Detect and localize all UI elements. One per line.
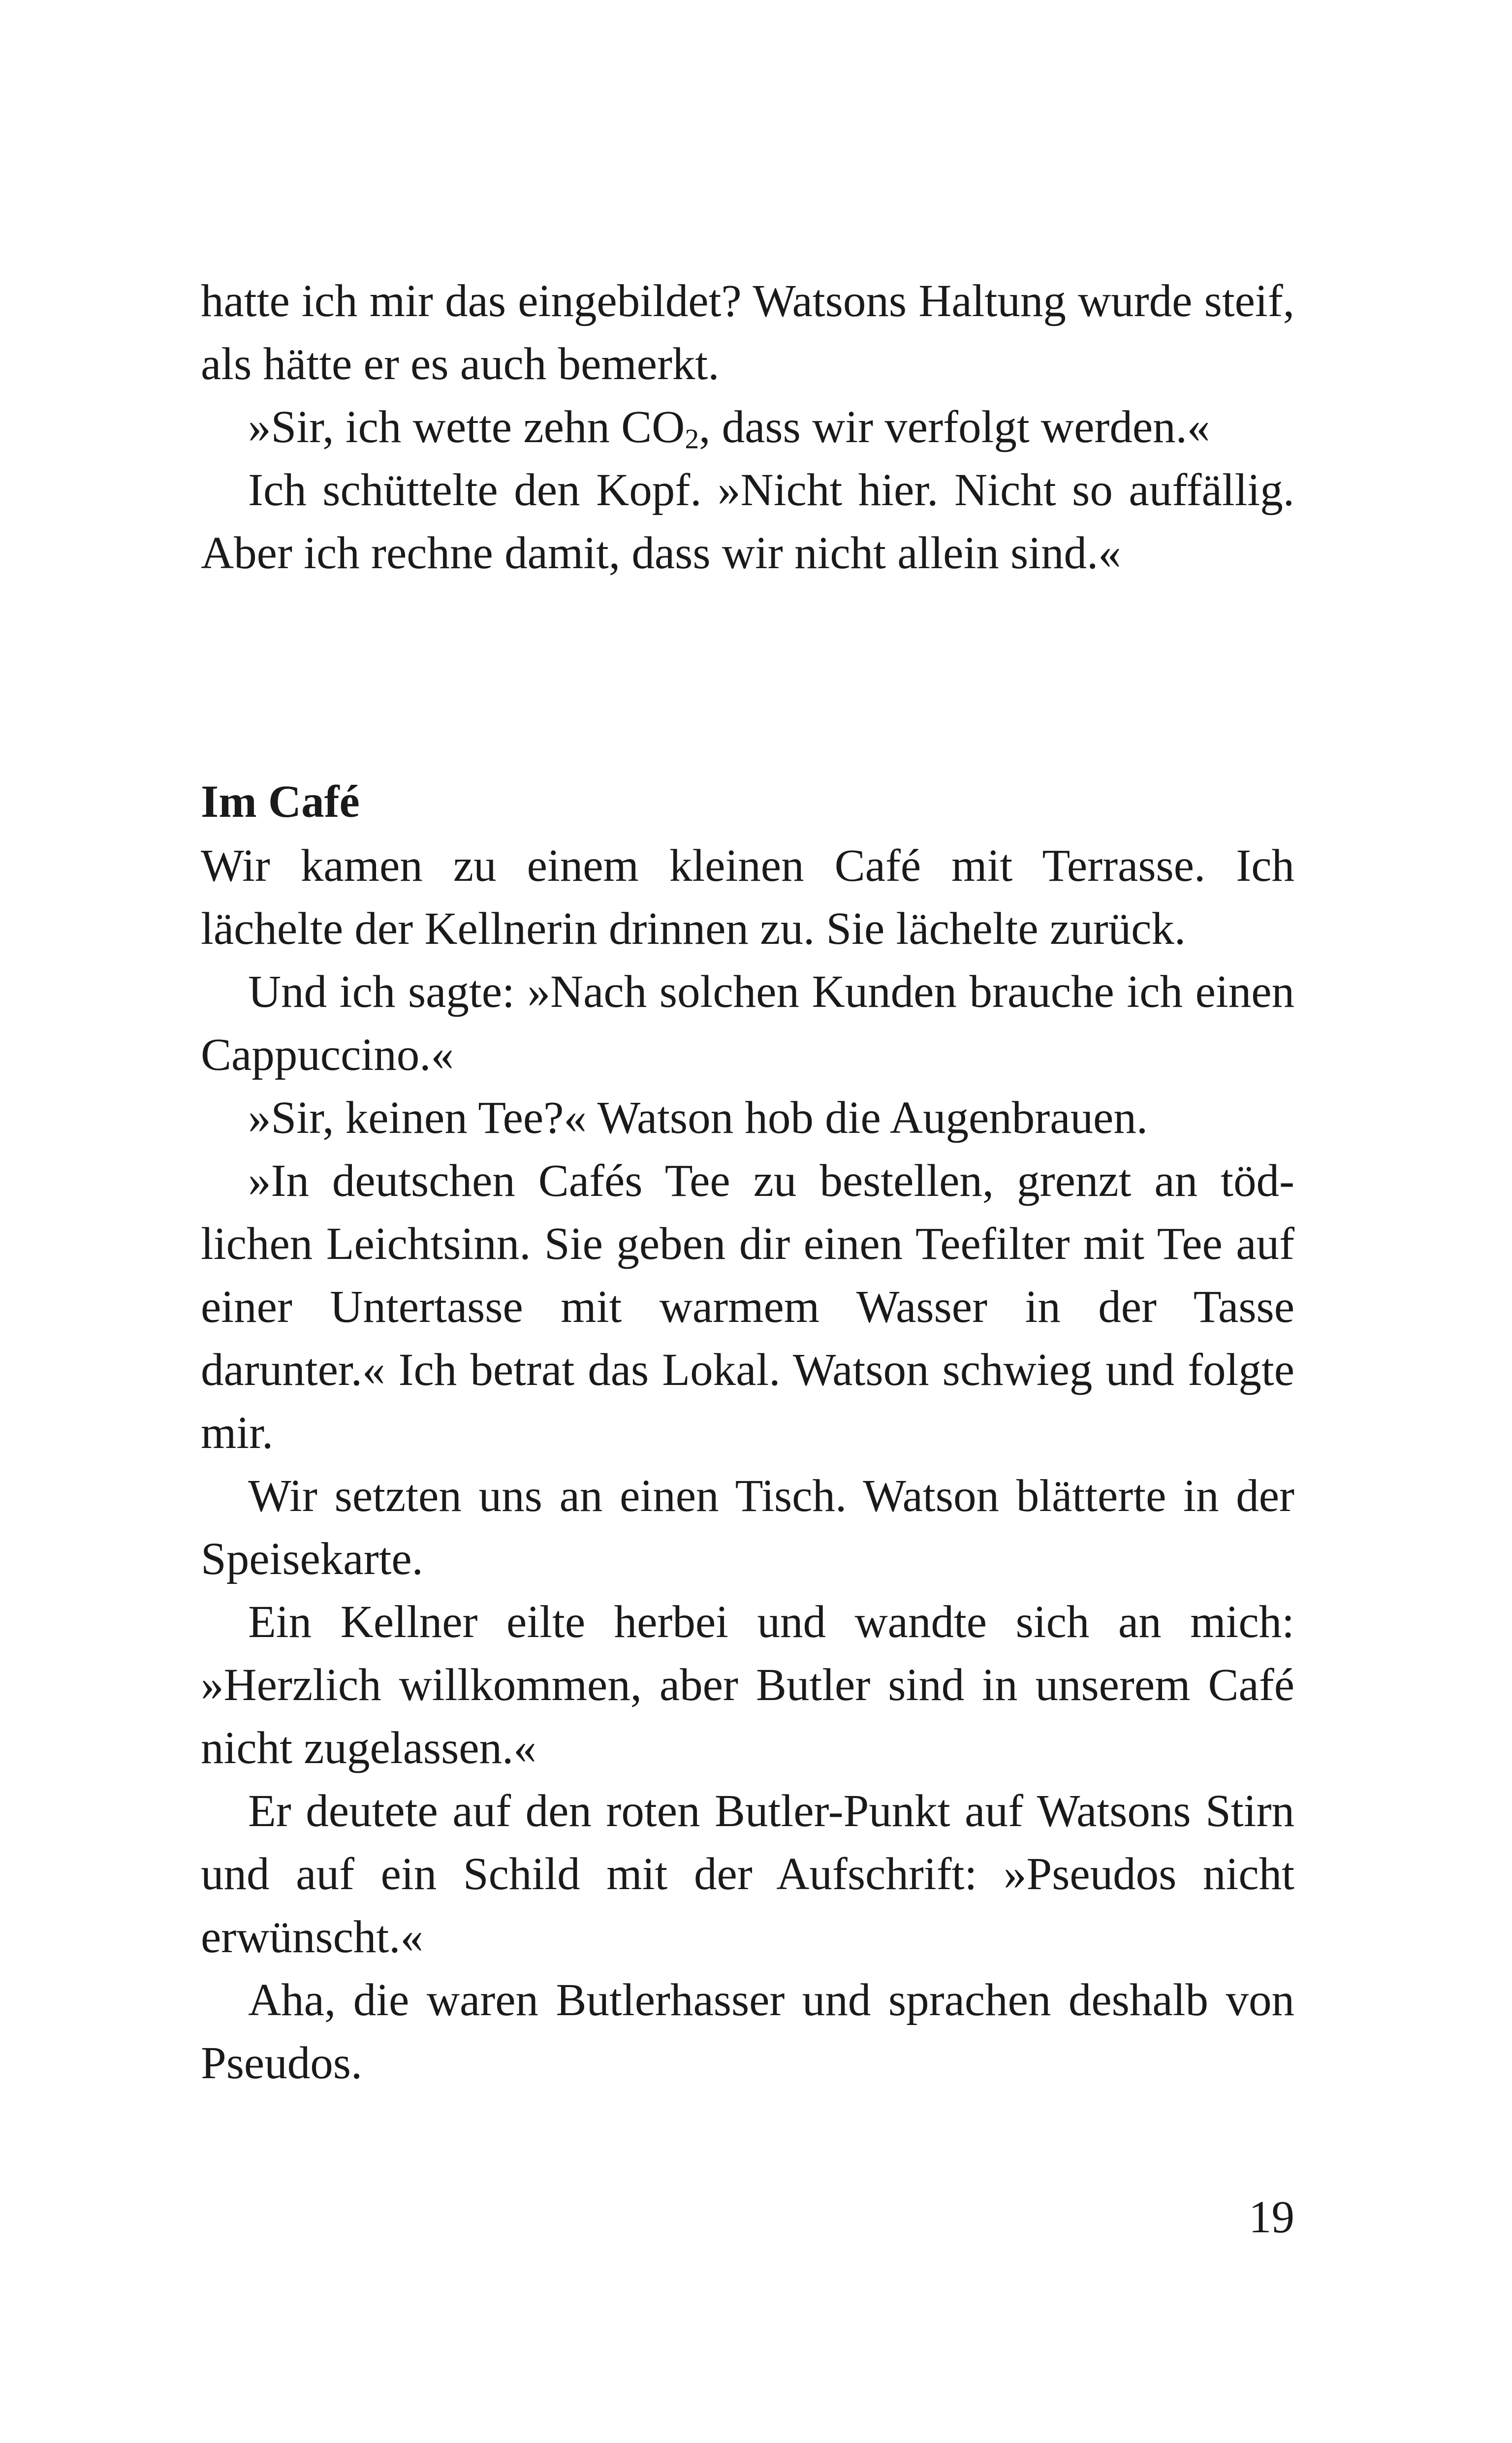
paragraph-co2 — [201, 396, 1294, 459]
paragraph: Und ich sagte: »Nach solchen Kunden brauche ich einen Cappuccino.« — [201, 966, 1294, 1080]
paragraph: Wir kamen zu einem kleinen Café mit Terrasse. Ich lächelte der Kellnerin drinnen zu. Sie lächelte zurück. — [201, 840, 1294, 954]
paragraph-part: , dass wir verfolgt werden.« — [699, 402, 1210, 452]
body-text-cafe — [201, 835, 1294, 2095]
paragraph: Aha, die waren Butlerhasser und sprachen deshalb von Pseudos. — [201, 1975, 1294, 2089]
paragraph: »Sir, keinen Tee?« Watson hob die Augenbrauen. — [248, 1093, 1148, 1143]
subscript: 2 — [685, 423, 699, 455]
paragraph: Ich schüttelte den Kopf. »Nicht hier. Nicht so auffällig. Aber ich rechne damit, dass wir nicht allein sind.« — [201, 465, 1294, 579]
paragraph: Ein Kellner eilte herbei und wandte sich an mich: »Herzlich willkommen, aber Butler sind in unserem Café nicht zugelassen.« — [201, 1597, 1294, 1773]
paragraph: hatte ich mir das eingebildet? Watsons Haltung wurde steif, als hätte er es auch bemerkt. — [201, 276, 1294, 389]
paragraph: Er deutete auf den roten Butler-Punkt auf Watsons Stirn und auf ein Schild mit der Aufschrift: »Pseudos nicht erwünscht.« — [201, 1786, 1294, 1962]
body-text-top — [201, 270, 1294, 585]
page-number: 19 — [1249, 2192, 1294, 2243]
section-heading: Im Café — [201, 776, 360, 827]
paragraph: Wir setzten uns an einen Tisch. Watson blätterte in der Speisekarte. — [201, 1471, 1294, 1584]
paragraph-part: »Sir, ich wette zehn CO — [248, 402, 685, 452]
paragraph: »In deutschen Cafés Tee zu bestellen, grenzt an tödlichen Leichtsinn. Sie geben dir einen Teefilter mit Tee auf einer Untertasse mit warmem Wasser in der Tasse darunter.« Ich betrat das Lokal. Watson schwieg und folgte mir. — [201, 1156, 1294, 1458]
